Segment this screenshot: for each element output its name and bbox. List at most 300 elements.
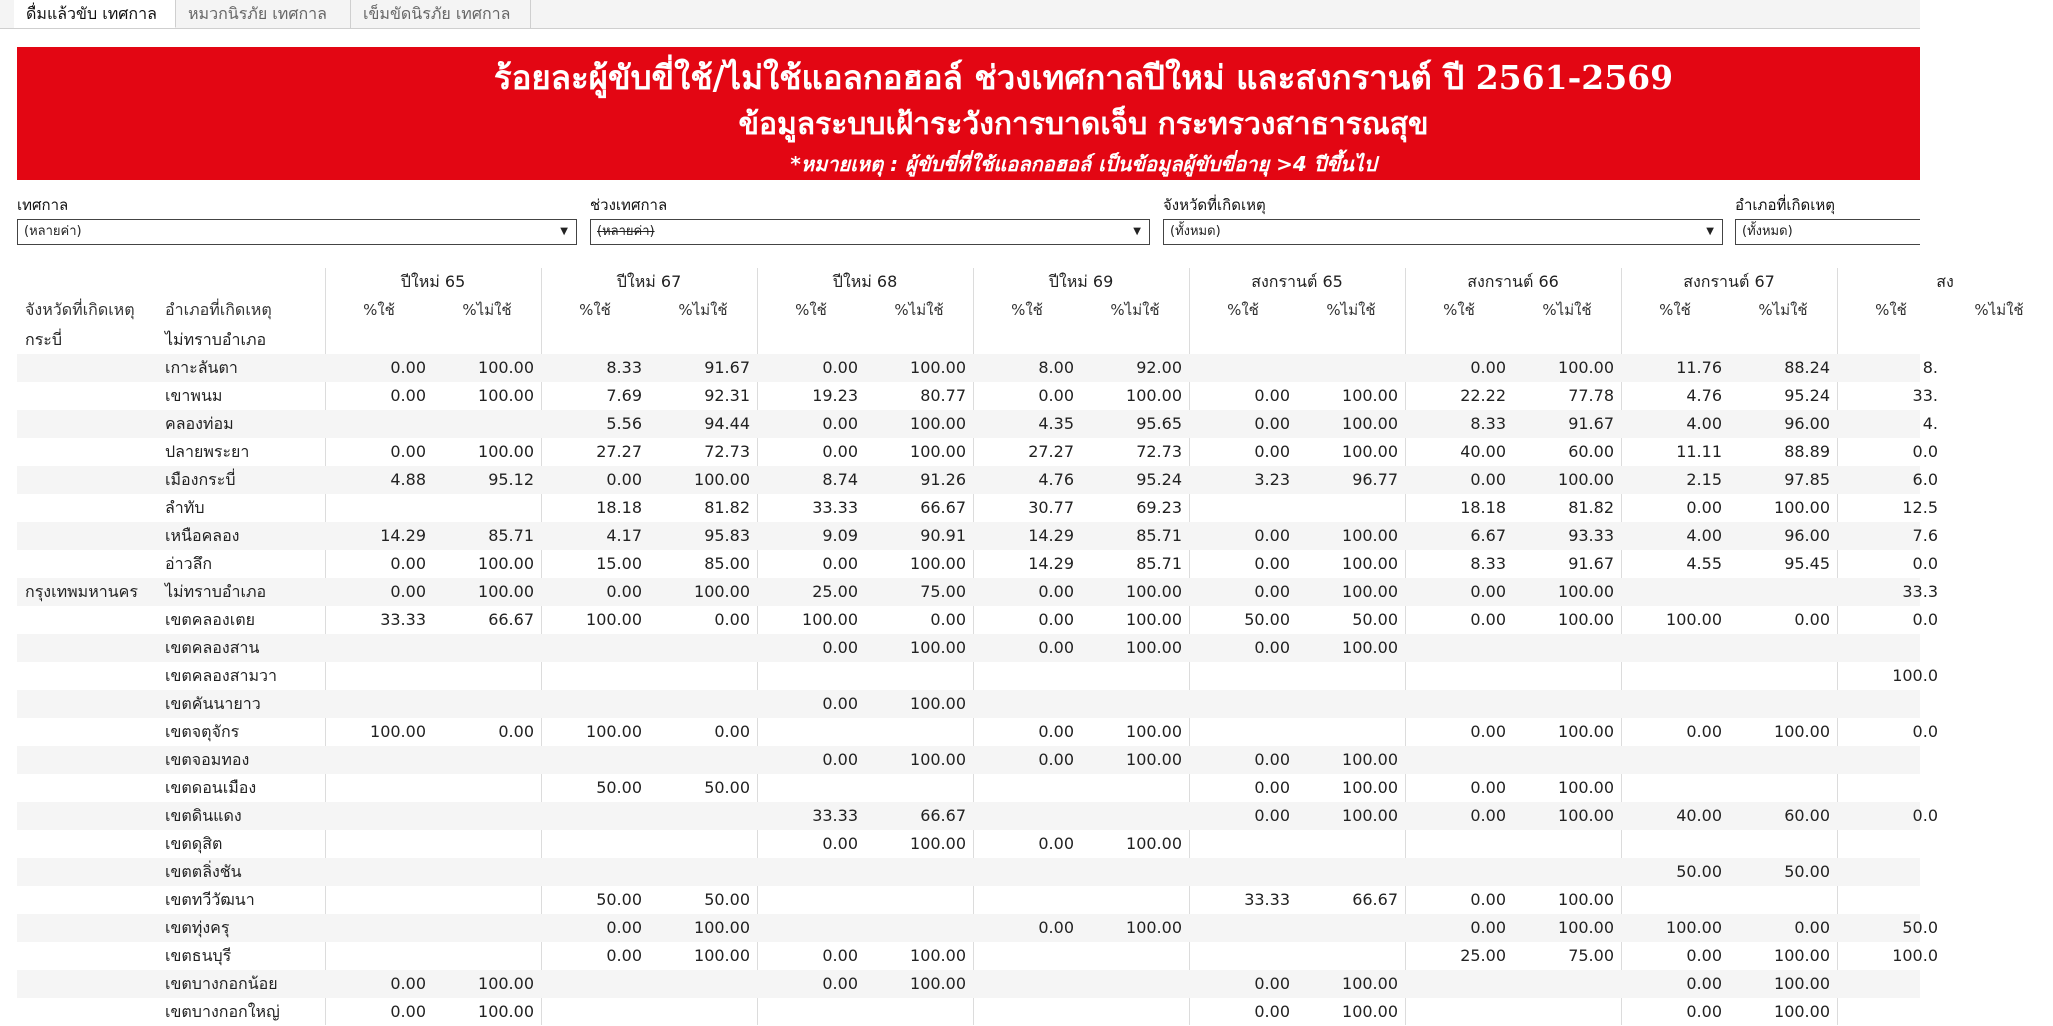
- column-group-header: สงกรานต์ 65: [1251, 272, 1343, 291]
- district-cell: เขตดินแดง: [165, 806, 242, 825]
- value-cell-not-used: 100.00: [1558, 918, 1614, 937]
- value-cell-not-used: 100.00: [1774, 974, 1830, 993]
- value-cell-used: 0.00: [822, 694, 858, 713]
- table-row: [17, 662, 1938, 690]
- value-cell-not-used: 0.00: [714, 610, 750, 629]
- value-cell-not-used: 100.00: [910, 974, 966, 993]
- district-cell: เขตคลองสาน: [165, 638, 260, 657]
- value-cell-not-used: 100.00: [1342, 778, 1398, 797]
- value-cell-used: 0.0: [1912, 442, 1938, 461]
- value-cell-used: 100.00: [586, 722, 642, 741]
- value-cell-not-used: 80.77: [920, 386, 966, 405]
- sub-header-not-used: %ไม่ใช้: [1110, 301, 1160, 319]
- value-cell-used: 4.17: [606, 526, 642, 545]
- value-cell-not-used: 0.00: [1794, 918, 1830, 937]
- value-cell-used: 0.00: [1470, 806, 1506, 825]
- value-cell-used: 18.18: [596, 498, 642, 517]
- value-cell-not-used: 100.00: [910, 638, 966, 657]
- value-cell-used: 0.00: [1254, 414, 1290, 433]
- value-cell-not-used: 100.00: [694, 470, 750, 489]
- page-title: ร้อยละผู้ขับขี่ใช้/ไม่ใช้แอลกอฮอล์ ช่วงเทศกาลปีใหม่ และสงกรานต์ ปี 2561-2569: [493, 58, 1674, 97]
- value-cell-used: 0.00: [1038, 386, 1074, 405]
- value-cell-not-used: 50.00: [1352, 610, 1398, 629]
- district-cell: อ่าวลึก: [165, 554, 213, 573]
- value-cell-used: 0.00: [1038, 834, 1074, 853]
- value-cell-used: 33.33: [1244, 890, 1290, 909]
- value-cell-used: 0.00: [1686, 498, 1722, 517]
- value-cell-not-used: 100.00: [910, 358, 966, 377]
- dropdown-arrow-icon: ▼: [1133, 226, 1141, 237]
- value-cell-not-used: 81.82: [1568, 498, 1614, 517]
- value-cell-not-used: 100.00: [1558, 470, 1614, 489]
- column-group-header: สงกรานต์ 66: [1467, 272, 1559, 291]
- sub-header-used: %ใช้: [579, 301, 611, 319]
- value-cell-used: 0.00: [1038, 750, 1074, 769]
- value-cell-not-used: 100.00: [910, 834, 966, 853]
- value-cell-used: 0.00: [1686, 974, 1722, 993]
- table-row: [17, 494, 1938, 522]
- title-banner: [17, 47, 1920, 180]
- value-cell-used: 0.00: [390, 386, 426, 405]
- filter-label-province: จังหวัดที่เกิดเหตุ: [1163, 196, 1266, 214]
- value-cell-used: 0.00: [1470, 582, 1506, 601]
- tab-helmet[interactable]: หมวกนิรภัย เทศกาล: [176, 0, 351, 28]
- table-row: [17, 858, 1920, 886]
- value-cell-not-used: 100.00: [910, 750, 966, 769]
- value-cell-used: 14.29: [380, 526, 426, 545]
- filter-label-period: ช่วงเทศกาล: [590, 196, 668, 214]
- value-cell-used: 0.00: [1470, 470, 1506, 489]
- table-row: [17, 466, 1938, 494]
- table-row: [17, 886, 1920, 914]
- column-group-header: ปีใหม่ 65: [400, 272, 466, 291]
- value-cell-used: 7.6: [1912, 526, 1938, 545]
- value-cell-used: 100.00: [802, 610, 858, 629]
- value-cell-used: 0.0: [1912, 806, 1938, 825]
- value-cell-used: 0.00: [606, 946, 642, 965]
- value-cell-used: 27.27: [1028, 442, 1074, 461]
- value-cell-used: 0.00: [390, 442, 426, 461]
- value-cell-not-used: 100.00: [1342, 974, 1398, 993]
- value-cell-not-used: 66.67: [920, 498, 966, 517]
- value-cell-used: 100.00: [370, 722, 426, 741]
- value-cell-used: 0.00: [822, 358, 858, 377]
- value-cell-not-used: 100.00: [1558, 722, 1614, 741]
- table-row: [17, 578, 1938, 606]
- value-cell-used: 100.00: [586, 610, 642, 629]
- sub-header-used: %ใช้: [1011, 301, 1043, 319]
- value-cell-used: 0.00: [390, 554, 426, 573]
- value-cell-used: 0.00: [822, 442, 858, 461]
- value-cell-not-used: 92.00: [1136, 358, 1182, 377]
- value-cell-not-used: 100.00: [1558, 778, 1614, 797]
- district-cell: เกาะลันตา: [165, 358, 238, 377]
- value-cell-not-used: 60.00: [1568, 442, 1614, 461]
- value-cell-used: 33.: [1912, 386, 1938, 405]
- table-row: [17, 438, 1938, 466]
- value-cell-not-used: 100.00: [1126, 638, 1182, 657]
- page-subtitle: ข้อมูลระบบเฝ้าระวังการบาดเจ็บ กระทรวงสาธารณสุข: [738, 107, 1429, 142]
- value-cell-not-used: 100.00: [478, 1002, 534, 1021]
- value-cell-not-used: 95.24: [1136, 470, 1182, 489]
- value-cell-used: 18.18: [1460, 498, 1506, 517]
- sheet-tab-bar: [0, 0, 1920, 29]
- value-cell-not-used: 91.67: [1568, 554, 1614, 573]
- value-cell-used: 0.00: [1254, 526, 1290, 545]
- value-cell-not-used: 100.00: [1342, 582, 1398, 601]
- district-cell: เขตจอมทอง: [165, 750, 250, 769]
- value-cell-used: 33.33: [380, 610, 426, 629]
- value-cell-used: 7.69: [606, 386, 642, 405]
- value-cell-used: 11.11: [1676, 442, 1722, 461]
- value-cell-not-used: 100.00: [910, 946, 966, 965]
- value-cell-used: 0.00: [1470, 918, 1506, 937]
- value-cell-used: 0.00: [1254, 386, 1290, 405]
- value-cell-used: 8.00: [1038, 358, 1074, 377]
- value-cell-used: 8.33: [606, 358, 642, 377]
- value-cell-not-used: 91.26: [920, 470, 966, 489]
- district-cell: เขตทวีวัฒนา: [165, 890, 255, 909]
- value-cell-not-used: 100.00: [1126, 750, 1182, 769]
- value-cell-used: 25.00: [1460, 946, 1506, 965]
- dropdown-arrow-icon: ▼: [560, 226, 568, 237]
- value-cell-not-used: 88.89: [1784, 442, 1830, 461]
- district-cell: เขตบางกอกน้อย: [165, 974, 278, 993]
- value-cell-not-used: 90.91: [920, 526, 966, 545]
- value-cell-not-used: 100.00: [1126, 582, 1182, 601]
- value-cell-used: 0.00: [390, 358, 426, 377]
- value-cell-not-used: 100.00: [478, 386, 534, 405]
- value-cell-used: 0.00: [606, 918, 642, 937]
- value-cell-not-used: 88.24: [1784, 358, 1830, 377]
- district-cell: คลองท่อม: [165, 414, 234, 433]
- value-cell-used: 14.29: [1028, 526, 1074, 545]
- value-cell-not-used: 66.67: [488, 610, 534, 629]
- value-cell-used: 0.00: [1254, 806, 1290, 825]
- value-cell-used: 27.27: [596, 442, 642, 461]
- value-cell-used: 0.0: [1912, 554, 1938, 573]
- value-cell-not-used: 60.00: [1784, 806, 1830, 825]
- province-cell: กระบี่: [25, 330, 63, 349]
- value-cell-used: 0.00: [1470, 358, 1506, 377]
- value-cell-used: 4.35: [1038, 414, 1074, 433]
- value-cell-not-used: 95.83: [704, 526, 750, 545]
- value-cell-not-used: 95.12: [488, 470, 534, 489]
- value-cell-not-used: 95.65: [1136, 414, 1182, 433]
- value-cell-used: 0.00: [1254, 442, 1290, 461]
- dropdown-arrow-icon: ▼: [1706, 226, 1714, 237]
- table-row: [17, 606, 1938, 634]
- table-row: [17, 998, 1920, 1026]
- table-row: [17, 690, 1920, 718]
- value-cell-used: 0.00: [606, 470, 642, 489]
- value-cell-not-used: 66.67: [920, 806, 966, 825]
- value-cell-not-used: 100.00: [1342, 806, 1398, 825]
- value-cell-used: 4.76: [1686, 386, 1722, 405]
- column-group-header: ปีใหม่ 67: [616, 272, 682, 291]
- table-row: [17, 410, 1938, 438]
- value-cell-not-used: 100.00: [694, 918, 750, 937]
- value-cell-used: 0.00: [1254, 750, 1290, 769]
- value-cell-used: 0.00: [1470, 778, 1506, 797]
- tab-seatbelt[interactable]: เข็มขัดนิรภัย เทศกาล: [351, 0, 531, 28]
- value-cell-not-used: 0.00: [930, 610, 966, 629]
- sub-header-not-used: %ไม่ใช้: [1974, 301, 2024, 319]
- value-cell-used: 4.00: [1686, 526, 1722, 545]
- table-row: [17, 550, 1938, 578]
- value-cell-used: 4.: [1922, 414, 1938, 433]
- value-cell-used: 0.00: [1038, 610, 1074, 629]
- district-cell: ไม่ทราบอำเภอ: [165, 330, 267, 349]
- value-cell-used: 50.00: [596, 890, 642, 909]
- value-cell-not-used: 100.00: [910, 414, 966, 433]
- value-cell-used: 0.00: [1686, 946, 1722, 965]
- value-cell-used: 50.00: [1244, 610, 1290, 629]
- value-cell-used: 0.00: [1038, 638, 1074, 657]
- value-cell-not-used: 100.00: [1558, 890, 1614, 909]
- value-cell-used: 3.23: [1254, 470, 1290, 489]
- value-cell-used: 8.: [1922, 358, 1938, 377]
- value-cell-not-used: 100.00: [694, 582, 750, 601]
- district-cell: เมืองกระบี่: [165, 470, 236, 489]
- value-cell-not-used: 72.73: [1136, 442, 1182, 461]
- filter-value: (หลายค่า): [24, 224, 82, 239]
- value-cell-used: 12.5: [1902, 498, 1938, 517]
- value-cell-used: 0.00: [1254, 1002, 1290, 1021]
- filter-label-district: อำเภอที่เกิดเหตุ: [1735, 196, 1836, 214]
- table-row: [17, 830, 1920, 858]
- value-cell-used: 0.00: [1470, 610, 1506, 629]
- column-group-header: ปีใหม่ 69: [1048, 272, 1114, 291]
- col-header-district: อำเภอที่เกิดเหตุ: [165, 300, 272, 319]
- value-cell-used: 0.00: [1254, 974, 1290, 993]
- value-cell-used: 15.00: [596, 554, 642, 573]
- column-group-header: สง: [1936, 272, 1954, 291]
- value-cell-not-used: 100.00: [478, 442, 534, 461]
- value-cell-not-used: 66.67: [1352, 890, 1398, 909]
- district-cell: เขตจตุจักร: [165, 722, 240, 741]
- value-cell-not-used: 0.00: [714, 722, 750, 741]
- value-cell-not-used: 100.00: [478, 554, 534, 573]
- value-cell-used: 0.0: [1912, 722, 1938, 741]
- value-cell-not-used: 100.00: [910, 554, 966, 573]
- value-cell-used: 0.00: [1470, 722, 1506, 741]
- filter-value: (ทั้งหมด): [1742, 224, 1793, 239]
- value-cell-not-used: 100.00: [1342, 1002, 1398, 1021]
- value-cell-used: 0.00: [1038, 918, 1074, 937]
- value-cell-not-used: 100.00: [1558, 806, 1614, 825]
- value-cell-used: 33.33: [812, 806, 858, 825]
- table-row: [17, 718, 1938, 746]
- district-cell: เขตคลองสามวา: [165, 666, 277, 685]
- filter-festival-dropdown[interactable]: [17, 219, 577, 245]
- value-cell-used: 4.55: [1686, 554, 1722, 573]
- value-cell-not-used: 100.00: [1774, 946, 1830, 965]
- district-cell: เขตทุ่งครุ: [165, 918, 230, 937]
- value-cell-not-used: 50.00: [704, 778, 750, 797]
- value-cell-used: 0.00: [822, 834, 858, 853]
- value-cell-not-used: 100.00: [1558, 610, 1614, 629]
- sub-header-used: %ใช้: [1875, 301, 1907, 319]
- value-cell-used: 0.00: [1038, 722, 1074, 741]
- value-cell-not-used: 75.00: [920, 582, 966, 601]
- tab-drunk-driving[interactable]: ดื่มแล้วขับ เทศกาล: [14, 0, 176, 28]
- col-header-province: จังหวัดที่เกิดเหตุ: [25, 300, 135, 319]
- district-cell: เขตธนบุรี: [165, 946, 232, 965]
- district-cell: เขตตลิ่งชัน: [165, 862, 242, 881]
- value-cell-not-used: 96.77: [1352, 470, 1398, 489]
- value-cell-not-used: 100.00: [1774, 1002, 1830, 1021]
- value-cell-used: 4.76: [1038, 470, 1074, 489]
- value-cell-used: 19.23: [812, 386, 858, 405]
- table-row: [17, 970, 1920, 998]
- value-cell-used: 50.00: [1676, 862, 1722, 881]
- value-cell-not-used: 95.24: [1784, 386, 1830, 405]
- table-row: [17, 354, 1938, 382]
- table-row: [17, 382, 1938, 410]
- value-cell-used: 100.0: [1892, 666, 1938, 685]
- value-cell-used: 8.74: [822, 470, 858, 489]
- value-cell-not-used: 100.00: [478, 582, 534, 601]
- value-cell-not-used: 100.00: [910, 442, 966, 461]
- value-cell-used: 0.00: [822, 554, 858, 573]
- value-cell-used: 25.00: [812, 582, 858, 601]
- value-cell-not-used: 100.00: [1774, 722, 1830, 741]
- value-cell-not-used: 69.23: [1136, 498, 1182, 517]
- sub-header-not-used: %ไม่ใช้: [678, 301, 728, 319]
- value-cell-used: 14.29: [1028, 554, 1074, 573]
- sub-header-not-used: %ไม่ใช้: [1326, 301, 1376, 319]
- value-cell-used: 100.00: [1666, 918, 1722, 937]
- value-cell-used: 30.77: [1028, 498, 1074, 517]
- value-cell-not-used: 100.00: [1342, 638, 1398, 657]
- value-cell-used: 50.0: [1902, 918, 1938, 937]
- value-cell-not-used: 77.78: [1568, 386, 1614, 405]
- district-cell: เขตบางกอกใหญ่: [165, 1002, 280, 1021]
- value-cell-used: 100.0: [1892, 946, 1938, 965]
- value-cell-not-used: 100.00: [1342, 526, 1398, 545]
- table-row: [17, 326, 1920, 354]
- district-cell: เหนือคลอง: [165, 526, 240, 545]
- value-cell-used: 0.00: [390, 974, 426, 993]
- sub-header-not-used: %ไม่ใช้: [1542, 301, 1592, 319]
- district-cell: ปลายพระยา: [165, 442, 250, 461]
- value-cell-not-used: 96.00: [1784, 414, 1830, 433]
- sub-header-used: %ใช้: [1659, 301, 1691, 319]
- value-cell-used: 8.33: [1470, 554, 1506, 573]
- value-cell-used: 9.09: [822, 526, 858, 545]
- value-cell-used: 0.00: [822, 946, 858, 965]
- value-cell-used: 33.3: [1902, 582, 1938, 601]
- sub-header-used: %ใช้: [795, 301, 827, 319]
- value-cell-used: 6.67: [1470, 526, 1506, 545]
- table-row: [17, 774, 1920, 802]
- table-row: [17, 522, 1938, 550]
- table-row: [17, 746, 1920, 774]
- value-cell-used: 0.00: [390, 1002, 426, 1021]
- value-cell-used: 33.33: [812, 498, 858, 517]
- filter-province-dropdown[interactable]: [1163, 219, 1723, 245]
- value-cell-not-used: 85.71: [488, 526, 534, 545]
- value-cell-not-used: 95.45: [1784, 554, 1830, 573]
- district-cell: ลำทับ: [165, 498, 205, 517]
- district-cell: เขตดุสิต: [165, 834, 223, 853]
- province-cell: กรุงเทพมหานคร: [25, 582, 138, 601]
- value-cell-not-used: 100.00: [1342, 554, 1398, 573]
- value-cell-not-used: 100.00: [478, 358, 534, 377]
- sub-header-used: %ใช้: [1227, 301, 1259, 319]
- value-cell-not-used: 85.00: [704, 554, 750, 573]
- table-row: [17, 942, 1938, 970]
- value-cell-not-used: 81.82: [704, 498, 750, 517]
- value-cell-not-used: 100.00: [478, 974, 534, 993]
- table-row: [17, 802, 1938, 830]
- value-cell-used: 0.00: [1254, 638, 1290, 657]
- value-cell-not-used: 100.00: [1558, 582, 1614, 601]
- value-cell-used: 2.15: [1686, 470, 1722, 489]
- district-cell: เขตดอนเมือง: [165, 778, 257, 797]
- value-cell-used: 8.33: [1470, 414, 1506, 433]
- value-cell-used: 0.00: [822, 638, 858, 657]
- value-cell-not-used: 75.00: [1568, 946, 1614, 965]
- value-cell-used: 0.00: [1686, 722, 1722, 741]
- value-cell-not-used: 100.00: [1126, 834, 1182, 853]
- value-cell-used: 0.0: [1912, 610, 1938, 629]
- value-cell-used: 0.00: [1470, 890, 1506, 909]
- value-cell-not-used: 100.00: [1342, 414, 1398, 433]
- value-cell-used: 0.00: [390, 582, 426, 601]
- value-cell-not-used: 0.00: [498, 722, 534, 741]
- value-cell-not-used: 0.00: [1794, 610, 1830, 629]
- value-cell-not-used: 85.71: [1136, 526, 1182, 545]
- value-cell-used: 0.00: [1038, 582, 1074, 601]
- value-cell-not-used: 100.00: [1126, 386, 1182, 405]
- value-cell-used: 11.76: [1676, 358, 1722, 377]
- value-cell-not-used: 100.00: [1126, 610, 1182, 629]
- sub-header-not-used: %ไม่ใช้: [462, 301, 512, 319]
- filter-period-dropdown[interactable]: [590, 219, 1150, 245]
- value-cell-not-used: 94.44: [704, 414, 750, 433]
- value-cell-not-used: 100.00: [910, 694, 966, 713]
- value-cell-not-used: 100.00: [1342, 750, 1398, 769]
- value-cell-not-used: 50.00: [704, 890, 750, 909]
- value-cell-used: 100.00: [1666, 610, 1722, 629]
- value-cell-not-used: 91.67: [704, 358, 750, 377]
- column-group-header: สงกรานต์ 67: [1683, 272, 1775, 291]
- value-cell-not-used: 100.00: [1342, 386, 1398, 405]
- value-cell-not-used: 91.67: [1568, 414, 1614, 433]
- filter-value: (ทั้งหมด): [1170, 224, 1221, 239]
- district-cell: เขตคลองเตย: [165, 610, 255, 629]
- value-cell-not-used: 92.31: [704, 386, 750, 405]
- sub-header-not-used: %ไม่ใช้: [1758, 301, 1808, 319]
- value-cell-used: 0.00: [1686, 1002, 1722, 1021]
- filter-district-dropdown[interactable]: [1735, 219, 1920, 245]
- value-cell-used: 0.00: [1254, 778, 1290, 797]
- value-cell-used: 0.00: [1254, 582, 1290, 601]
- value-cell-not-used: 100.00: [1126, 918, 1182, 937]
- value-cell-used: 50.00: [596, 778, 642, 797]
- table-row: [17, 914, 1938, 942]
- value-cell-not-used: 93.33: [1568, 526, 1614, 545]
- page-note: *หมายเหตุ : ผู้ขับขี่ที่ใช้แอลกอฮอล์ เป็นข้อมูลผู้ขับขี่อายุ >4 ปีขึ้นไป: [790, 152, 1377, 176]
- value-cell-used: 0.00: [822, 974, 858, 993]
- value-cell-used: 5.56: [606, 414, 642, 433]
- filter-value: (หลายค่า): [597, 224, 655, 239]
- value-cell-not-used: 100.00: [1774, 498, 1830, 517]
- value-cell-used: 0.00: [1254, 554, 1290, 573]
- value-cell-used: 0.00: [822, 750, 858, 769]
